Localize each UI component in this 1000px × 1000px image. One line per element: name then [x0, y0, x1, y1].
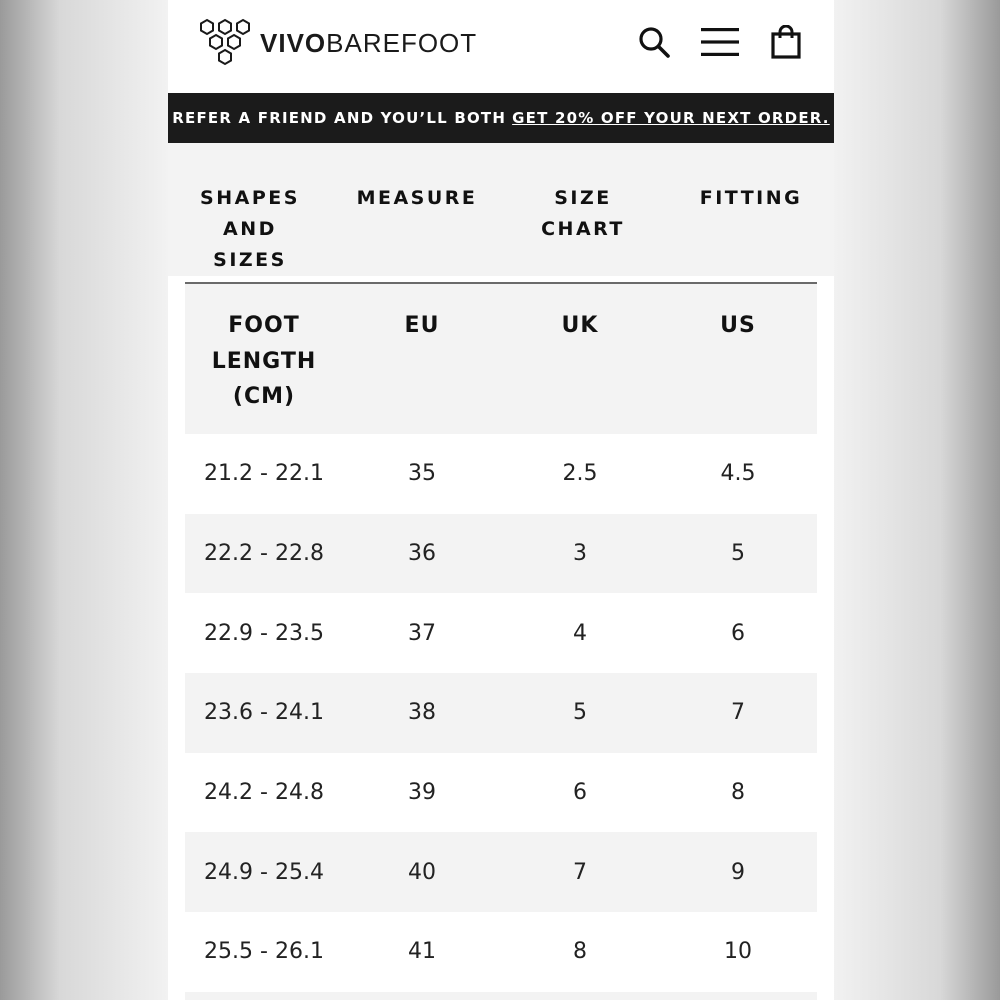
header-line: LENGTH	[211, 348, 317, 374]
cell-uk: 7	[573, 859, 587, 885]
cell-foot-length: 22.2 - 22.8	[204, 541, 324, 567]
cell-eu: 36	[408, 541, 436, 567]
cell-uk: 8	[573, 939, 587, 965]
cell-eu: 38	[408, 700, 436, 726]
promo-banner	[168, 93, 834, 143]
table-row	[185, 434, 817, 514]
size-guide-tabs	[168, 143, 834, 276]
cell-uk: 5	[573, 700, 587, 726]
cell-eu: 35	[408, 461, 436, 487]
tab-label-line: FITTING	[699, 187, 803, 209]
search-button[interactable]	[634, 22, 674, 62]
header-uk: UK	[561, 313, 599, 338]
cell-foot-length: 21.2 - 22.1	[204, 461, 324, 487]
brand-name	[260, 28, 477, 59]
promo-text: REFER A FRIEND AND YOU’LL BOTH	[172, 109, 507, 127]
site-header	[168, 0, 834, 93]
cell-us: 9	[731, 859, 745, 885]
table-row	[185, 992, 817, 1000]
hexagon-logo-icon	[198, 18, 252, 68]
table-row	[185, 593, 817, 673]
cell-uk: 4	[573, 620, 587, 646]
menu-icon	[701, 27, 739, 57]
brand-name-bold: VIVO	[260, 27, 327, 58]
cell-us: 5	[731, 541, 745, 567]
cell-uk: 3	[573, 541, 587, 567]
cell-us: 10	[724, 939, 752, 965]
brand-logo[interactable]	[198, 18, 477, 68]
cell-foot-length: 23.6 - 24.1	[204, 700, 324, 726]
tab-measure[interactable]	[356, 183, 478, 214]
table-header	[185, 284, 817, 434]
table-row	[185, 832, 817, 912]
header-foot-length	[185, 308, 343, 415]
header-eu: EU	[404, 313, 440, 338]
tab-label-line: SHAPES	[200, 187, 300, 209]
mobile-page	[168, 0, 834, 1000]
header-actions	[608, 22, 806, 62]
promo-link[interactable]: GET 20% OFF YOUR NEXT ORDER.	[512, 109, 830, 127]
cell-uk: 2.5	[562, 461, 598, 487]
tab-label-line: SIZE CHART	[541, 187, 625, 240]
cell-us: 4.5	[720, 461, 756, 487]
cell-eu: 41	[408, 939, 436, 965]
tab-shapes-and-sizes[interactable]	[182, 183, 318, 276]
table-row	[185, 514, 817, 594]
cell-foot-length: 22.9 - 23.5	[204, 620, 324, 646]
cell-foot-length: 24.9 - 25.4	[204, 859, 324, 885]
cell-us: 7	[731, 700, 745, 726]
size-chart-table	[185, 282, 817, 1000]
menu-button[interactable]	[700, 22, 740, 62]
header-line: (CM)	[232, 384, 296, 409]
search-icon	[637, 25, 671, 59]
tab-label-line: AND SIZES	[213, 218, 287, 271]
cart-button[interactable]	[766, 22, 806, 62]
tab-size-chart[interactable]	[508, 183, 658, 245]
cell-eu: 40	[408, 859, 436, 885]
shopping-bag-icon	[771, 25, 801, 59]
tab-fitting[interactable]	[698, 183, 804, 214]
cell-uk: 6	[573, 780, 587, 806]
table-row	[185, 912, 817, 992]
cell-eu: 37	[408, 620, 436, 646]
tab-label-line: MEASURE	[356, 187, 478, 209]
header-us: US	[720, 313, 756, 338]
table-row	[185, 753, 817, 833]
table-row	[185, 673, 817, 753]
cell-us: 8	[731, 780, 745, 806]
header-line: FOOT	[228, 313, 300, 338]
cell-eu: 39	[408, 780, 436, 806]
cell-foot-length: 25.5 - 26.1	[204, 939, 324, 965]
brand-name-light: BAREFOOT	[326, 27, 478, 58]
cell-foot-length: 24.2 - 24.8	[204, 780, 324, 806]
cell-us: 6	[731, 620, 745, 646]
